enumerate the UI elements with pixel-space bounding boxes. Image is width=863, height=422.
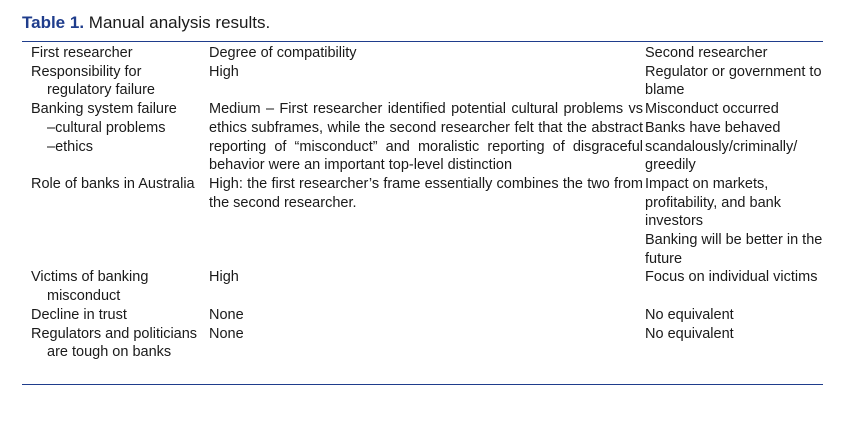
table-row xyxy=(22,268,823,305)
cell-second: Impact on markets, profitability, and bank investors xyxy=(645,175,781,230)
table-row xyxy=(22,175,823,269)
table-title: Manual analysis results. xyxy=(88,13,271,32)
cell-second: No equivalent xyxy=(645,325,734,342)
cell-first: Decline in trust xyxy=(31,306,127,323)
cell-second: Banking will be better in the future xyxy=(645,232,823,267)
cell-degree: High xyxy=(209,269,239,286)
cell-second: Focus on individual victims xyxy=(645,269,818,286)
table-top-rule xyxy=(22,41,823,42)
cell-second: No equivalent xyxy=(645,306,734,323)
cell-degree: None xyxy=(209,325,244,342)
table-bottom-rule xyxy=(22,384,823,385)
cell-first: Banking system failure xyxy=(31,101,177,118)
header-degree-of-compatibility: Degree of compatibility xyxy=(209,45,357,61)
cell-degree: High xyxy=(209,63,239,80)
cell-first: Role of banks in Australia xyxy=(31,175,195,192)
cell-second: Regulator or government to blame xyxy=(645,63,822,99)
cell-first: Responsibility for regulatory failure xyxy=(31,63,155,99)
cell-degree: None xyxy=(209,306,244,323)
table-label: Table 1. xyxy=(22,13,85,32)
cell-first: Victims of banking misconduct xyxy=(31,269,149,305)
table-header-row xyxy=(22,44,823,63)
cell-first-sub: –cultural problems xyxy=(47,119,166,136)
cell-first-sub: –ethics xyxy=(47,138,93,155)
results-table xyxy=(22,44,823,362)
cell-second: Banks have behaved scandalously/criminally/ greedily xyxy=(645,119,798,174)
table-row xyxy=(22,306,823,325)
cell-degree: High: the first researcher’s frame essentially combines the two from the second researcher. xyxy=(209,175,643,211)
cell-second: Misconduct occurred xyxy=(645,101,779,118)
cell-degree: Medium – First researcher identified potential cultural problems vs ethics subframes, while the second researcher felt that the abstract reporting of “misconduct” and moralistic reporting of disgraceful behavior were an important top-level distinction xyxy=(209,101,643,174)
header-first-researcher: First researcher xyxy=(31,45,133,61)
table-row xyxy=(22,63,823,100)
header-second-researcher: Second researcher xyxy=(645,45,768,61)
cell-first: Regulators and politicians are tough on banks xyxy=(31,325,198,361)
table-row xyxy=(22,100,823,175)
table-row xyxy=(22,325,823,362)
table-caption xyxy=(22,13,270,33)
